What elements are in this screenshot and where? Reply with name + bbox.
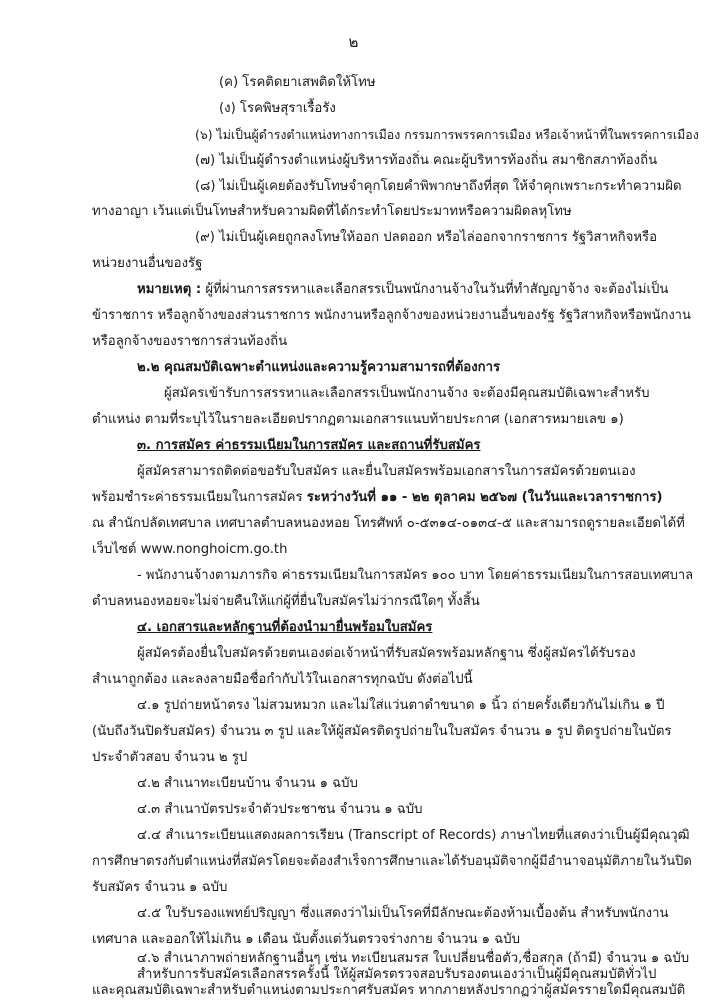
text-part: พร้อมชำระค่าธรรมเนียมในการสมัคร bbox=[92, 490, 307, 505]
text-line: ข้าราชการ หรือลูกจ้างของส่วนราชการ พนักงานหรือลูกจ้างของหน่วยงานอื่นของรัฐ รัฐวิสาหกิจหรือพนักงาน bbox=[92, 308, 691, 323]
text-line: สำหรับการรับสมัครเลือกสรรครั้งนี้ ให้ผู้สมัครตรวจสอบรับรองตนเองว่าเป็นผู้มีคุณสมบัติทั่วไป bbox=[137, 967, 657, 982]
text-line: ผู้สมัครเข้ารับการสรรหาและเลือกสรรเป็นพนักงานจ้าง จะต้องมีคุณสมบัติเฉพาะสำหรับ bbox=[164, 386, 650, 401]
text-line: (ค) โรคติดยาเสพติดให้โทษ bbox=[219, 75, 376, 90]
text-line: เทศบาล และออกให้ไม่เกิน ๑ เดือน นับตั้งแต่วันตรวจร่างกาย จำนวน ๑ ฉบับ bbox=[92, 932, 520, 947]
text-line: ๔.๑ รูปถ่ายหน้าตรง ไม่สวมหมวก และไม่ใส่แว่นตาดำขนาด ๑ นิ้ว ถ่ายครั้งเดียวกันไม่เกิน ๑ ปี bbox=[137, 698, 665, 713]
text-line: ๔.๓ สำเนาบัตรประจำตัวประชาชน จำนวน ๑ ฉบับ bbox=[137, 802, 423, 817]
section-heading-2-2: ๒.๒ คุณสมบัติเฉพาะตำแหน่งและความรู้ความสามารถที่ต้องการ bbox=[137, 360, 501, 375]
text-line: (๖) ไม่เป็นผู้ดำรงตำแหน่งทางการเมือง กรรมการพรรคการเมือง หรือเจ้าหน้าที่ในพรรคการเมือง bbox=[195, 127, 699, 142]
text-part: เว็บไซต์ bbox=[92, 542, 141, 557]
section-heading-4: ๔. เอกสารและหลักฐานที่ต้องนำมายื่นพร้อมใบสมัคร bbox=[137, 620, 433, 635]
note-label: หมายเหตุ : bbox=[137, 282, 202, 297]
text-line: - พนักงานจ้างตามภารกิจ ค่าธรรมเนียมในการสมัคร ๑๐๐ บาท โดยค่าธรรมเนียมในการสอบเทศบาล bbox=[137, 568, 694, 583]
text-line: ทางอาญา เว้นแต่เป็นโทษสำหรับความผิดที่ได้กระทำโดยประมาทหรือความผิดลหุโทษ bbox=[92, 204, 572, 219]
application-period: ระหว่างวันที่ ๑๑ - ๒๒ ตุลาคม ๒๕๖๗ (ในวันและเวลาราชการ) bbox=[306, 490, 663, 505]
text-line: หน่วยงานอื่นของรัฐ bbox=[92, 256, 203, 271]
text-line: (ง) โรคพิษสุราเรื้อรัง bbox=[219, 101, 336, 116]
text-line: ผู้สมัครต้องยื่นใบสมัครด้วยตนเองต่อเจ้าหน้าที่รับสมัครพร้อมหลักฐาน ซึ่งผู้สมัครได้รับรอง bbox=[137, 646, 636, 661]
text-line: (๘) ไม่เป็นผู้เคยต้องรับโทษจำคุกโดยคำพิพากษาถึงที่สุด ให้จำคุกเพราะกระทำความผิด bbox=[195, 179, 682, 194]
text-line bbox=[92, 541, 287, 559]
section-heading-3: ๓. การสมัคร ค่าธรรมเนียมในการสมัคร และสถานที่รับสมัคร bbox=[137, 438, 481, 453]
text-line: รับสมัคร จำนวน ๑ ฉบับ bbox=[92, 880, 228, 895]
text-line: ๔.๔ สำเนาระเบียนแสดงผลการเรียน (Transcript of Records) ภาษาไทยที่แสดงว่าเป็นผู้มีคุณวุฒิ bbox=[137, 828, 690, 843]
text-line: หรือลูกจ้างของราชการส่วนท้องถิ่น bbox=[92, 334, 288, 349]
text-line: ๔.๕ ใบรับรองแพทย์ปริญญา ซึ่งแสดงว่าไม่เป็นโรคที่มีลักษณะต้องห้ามเบื้องต้น สำหรับพนักงาน bbox=[137, 906, 669, 921]
text-line: ประจำตัวสอบ จำนวน ๒ รูป bbox=[92, 750, 248, 765]
website-link[interactable]: www.nonghoicm.go.th bbox=[140, 542, 288, 557]
text-line: (๙) ไม่เป็นผู้เคยถูกลงโทษให้ออก ปลดออก หรือไล่ออกจากราชการ รัฐวิสาหกิจหรือ bbox=[195, 230, 658, 245]
text-line: การศึกษาตรงกับตำแหน่งที่สมัครโดยจะต้องสำเร็จการศึกษาและได้รับอนุมัติจากผู้มีอำนาจอนุมัติภายในวันปิด bbox=[92, 854, 692, 869]
note-line bbox=[137, 281, 668, 299]
text-line: ตำแหน่ง ตามที่ระบุไว้ในรายละเอียดปรากฏตามเอกสารแนบท้ายประกาศ (เอกสารหมายเลข ๑) bbox=[92, 412, 624, 427]
text-line: และคุณสมบัติเฉพาะสำหรับตำแหน่งตามประกาศรับสมัคร หากภายหลังปรากฏว่าผู้สมัครรายใดมีคุณสมบัติ bbox=[92, 983, 686, 998]
text-line: สำเนาถูกต้อง และลงลายมือชื่อกำกับไว้ในเอกสารทุกฉบับ ดังต่อไปนี้ bbox=[92, 672, 473, 687]
text-line: ผู้สมัครสามารถติดต่อขอรับใบสมัคร และยื่นใบสมัครพร้อมเอกสารในการสมัครด้วยตนเอง bbox=[137, 464, 636, 479]
note-text: ผู้ที่ผ่านการสรรหาและเลือกสรรเป็นพนักงานจ้างในวันที่ทำสัญญาจ้าง จะต้องไม่เป็น bbox=[201, 282, 669, 297]
text-line: (นับถึงวันปิดรับสมัคร) จำนวน ๓ รูป และให้ผู้สมัครติดรูปถ่ายในใบสมัคร จำนวน ๑ รูป ติดรูปถ่ายในบัตร bbox=[92, 724, 672, 739]
text-line: (๗) ไม่เป็นผู้ดำรงตำแหน่งผู้บริหารท้องถิ่น คณะผู้บริหารท้องถิ่น สมาชิกสภาท้องถิ่น bbox=[195, 153, 658, 168]
text-line: ๔.๒ สำเนาทะเบียนบ้าน จำนวน ๑ ฉบับ bbox=[137, 776, 358, 791]
text-line: ตำบลหนองหอยจะไม่จ่ายคืนให้แก่ผู้ที่ยื่นใบสมัครไม่ว่ากรณีใดๆ ทั้งสิ้น bbox=[92, 594, 480, 609]
text-line: ณ สำนักปลัดเทศบาล เทศบาลตำบลหนองหอย โทรศัพท์ ๐-๕๓๑๔-๐๑๓๔-๕ และสามารถดูรายละเอียดได้ที่ bbox=[92, 516, 685, 531]
text-line bbox=[92, 489, 663, 507]
page-number: ๒ bbox=[348, 33, 359, 51]
text-line: ๔.๖ สำเนาภาพถ่ายหลักฐานอื่นๆ เช่น ทะเบียนสมรส ใบเปลี่ยนชื่อตัว,ชื่อสกุล (ถ้ามี) จำนวน ๑ ฉบับ bbox=[137, 951, 690, 966]
